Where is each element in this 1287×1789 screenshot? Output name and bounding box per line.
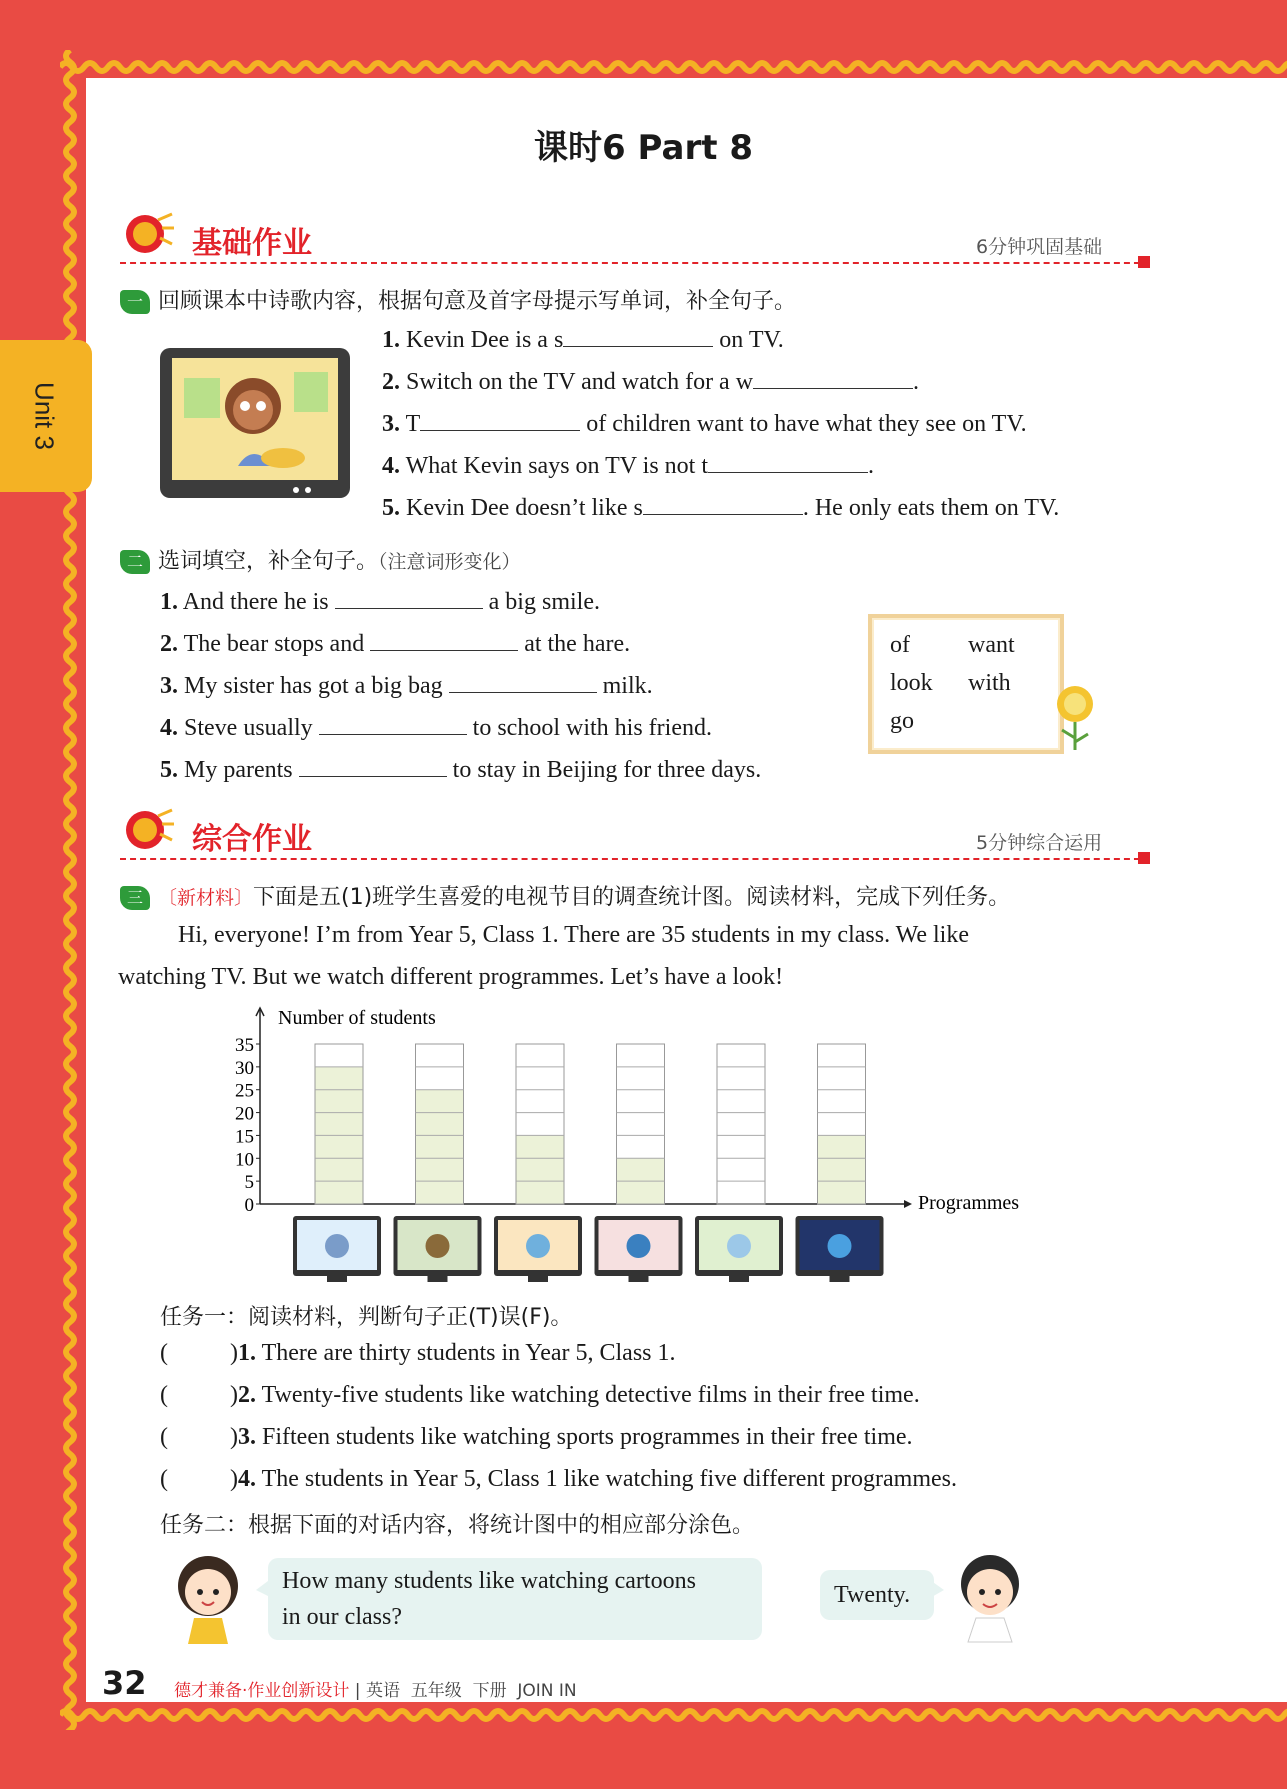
dialog-answer: Twenty.	[834, 1582, 911, 1608]
answer-blank[interactable]	[299, 752, 447, 777]
list-item: 5. Kevin Dee doesn’t like s . He only eats them on TV.	[382, 490, 1059, 532]
tv-thumbnail-stand	[327, 1276, 347, 1282]
list-item: ( )3. Fifteen students like watching sports programmes in their free time.	[160, 1424, 913, 1450]
wavy-border-left	[50, 50, 90, 1730]
word-option: with	[968, 670, 1011, 696]
tv-thumbnail-figure	[526, 1234, 550, 1258]
list-item: ( )1. There are thirty students in Year 5, Class 1.	[160, 1340, 676, 1366]
tv-thumbnail-stand	[528, 1276, 548, 1282]
x-axis-label: Programmes	[918, 1192, 1020, 1214]
tv-thumbnail-stand	[428, 1276, 448, 1282]
dialog-question-line-2: in our class?	[282, 1604, 402, 1630]
list-item: 2. The bear stops and at the hare.	[160, 626, 761, 668]
y-tick-label: 10	[235, 1149, 254, 1171]
passage-line-2: watching TV. But we watch different programmes. Let’s have a look!	[118, 964, 784, 990]
y-tick-label: 25	[235, 1080, 254, 1102]
tv-thumbnail-figure	[426, 1234, 450, 1258]
question-2-instruction: 二 选词填空，补全句子。（注意词形变化）	[120, 544, 521, 575]
list-item: 3. T of children want to have what they see on TV.	[382, 406, 1059, 448]
answer-blank[interactable]	[753, 364, 913, 389]
question-2-list	[160, 584, 761, 794]
list-item: 4. Steve usually to school with his friend.	[160, 710, 761, 752]
question-badge: 一	[120, 290, 150, 314]
list-item: 2. Switch on the TV and watch for a w .	[382, 364, 1059, 406]
question-1-instruction	[120, 284, 796, 315]
word-option: go	[890, 708, 914, 734]
instruction-text: 回顾课本中诗歌内容，根据句意及首字母提示写单词，补全句子。	[158, 289, 797, 314]
tv-thumbnail-stand	[830, 1276, 850, 1282]
section-divider	[120, 262, 1150, 264]
speech-bubble-question	[268, 1558, 762, 1640]
tv-thumbnail-stand	[729, 1276, 749, 1282]
y-axis-label: Number of students	[278, 1007, 436, 1029]
unit-tab	[0, 340, 92, 492]
question-3-instruction: 三 〔新材料〕下面是五(1)班学生喜爱的电视节目的调查统计图。阅读材料，完成下列任务。	[120, 880, 1010, 911]
tv-thumbnail-figure	[828, 1234, 852, 1258]
answer-blank[interactable]	[449, 668, 597, 693]
answer-blank[interactable]	[708, 448, 868, 473]
y-tick-label: 0	[244, 1195, 254, 1216]
footer-text: 德才兼备·作业创新设计 | 英语 五年级 下册 JOIN IN	[174, 1681, 577, 1701]
answer-bracket[interactable]: (	[160, 1382, 168, 1408]
page-title: 课时6 Part 8	[534, 128, 753, 168]
question-1-list	[382, 322, 1059, 532]
section-heading-combined: 综合作业	[192, 822, 312, 857]
y-tick-label: 30	[235, 1057, 254, 1079]
bubble-tail	[256, 1578, 272, 1598]
girl-avatar	[168, 1546, 248, 1646]
divider-end	[1138, 256, 1150, 268]
section-note-basic: 6分钟巩固基础	[976, 236, 1103, 258]
list-item: ( )4. The students in Year 5, Class 1 like watching five different programmes.	[160, 1466, 957, 1492]
answer-blank[interactable]	[335, 584, 483, 609]
word-box	[868, 614, 1064, 754]
question-badge: 三	[120, 886, 150, 910]
list-item: 1. Kevin Dee is a s on TV.	[382, 322, 1059, 364]
answer-blank[interactable]	[643, 490, 803, 515]
answer-bracket[interactable]: (	[160, 1424, 168, 1450]
y-tick-label: 20	[235, 1103, 254, 1125]
bar	[818, 1135, 866, 1204]
task-2-instruction: 任务二：根据下面的对话内容，将统计图中的相应部分涂色。	[160, 1513, 755, 1538]
page-number: 32	[102, 1664, 147, 1702]
alarm-icon	[118, 206, 176, 258]
section-note-combined: 5分钟综合运用	[976, 832, 1103, 854]
word-option: want	[968, 632, 1015, 658]
x-axis-arrow	[904, 1200, 912, 1208]
sunflower-icon	[1050, 682, 1100, 752]
list-item: ( )2. Twenty-five students like watching detective films in their free time.	[160, 1382, 920, 1408]
section-heading-basic: 基础作业	[192, 226, 312, 261]
alarm-icon	[118, 802, 176, 854]
speech-bubble-answer	[820, 1570, 934, 1620]
tv-thumbnail-stand	[629, 1276, 649, 1282]
word-option: of	[890, 632, 910, 658]
bar-chart	[220, 1000, 1060, 1290]
tv-thumbnail-figure	[325, 1234, 349, 1258]
tv-thumbnail-figure	[727, 1234, 751, 1258]
boy-avatar	[950, 1544, 1030, 1644]
bubble-tail	[930, 1580, 944, 1598]
divider-end	[1138, 852, 1150, 864]
bar	[516, 1135, 564, 1204]
section-divider	[120, 858, 1150, 860]
task-1-instruction: 任务一：阅读材料，判断句子正(T)误(F)。	[160, 1305, 573, 1330]
wavy-border-bottom	[60, 1698, 1287, 1732]
answer-blank[interactable]	[370, 626, 518, 651]
question-badge: 二	[120, 550, 150, 574]
answer-bracket[interactable]: (	[160, 1466, 168, 1492]
word-option: look	[890, 670, 933, 696]
answer-blank[interactable]	[319, 710, 467, 735]
bar-outline	[717, 1044, 765, 1204]
list-item: 3. My sister has got a big bag milk.	[160, 668, 761, 710]
dialog-question-line-1: How many students like watching cartoons	[282, 1568, 696, 1594]
answer-blank[interactable]	[420, 406, 580, 431]
true-false-list	[160, 1340, 957, 1508]
answer-blank[interactable]	[563, 322, 713, 347]
tv-thumbnail-figure	[627, 1234, 651, 1258]
y-tick-label: 35	[235, 1035, 254, 1056]
tv-picture	[158, 346, 354, 502]
bar	[416, 1090, 464, 1204]
y-tick-label: 15	[235, 1126, 254, 1148]
list-item: 1. And there he is a big smile.	[160, 584, 761, 626]
y-tick-label: 5	[244, 1172, 254, 1194]
list-item: 4. What Kevin says on TV is not t .	[382, 448, 1059, 490]
list-item: 5. My parents to stay in Beijing for three days.	[160, 752, 761, 794]
passage-line-1: Hi, everyone! I’m from Year 5, Class 1. There are 35 students in my class. We like	[178, 922, 970, 948]
unit-tab-label: Unit 3	[29, 382, 60, 450]
answer-bracket[interactable]: (	[160, 1340, 168, 1366]
